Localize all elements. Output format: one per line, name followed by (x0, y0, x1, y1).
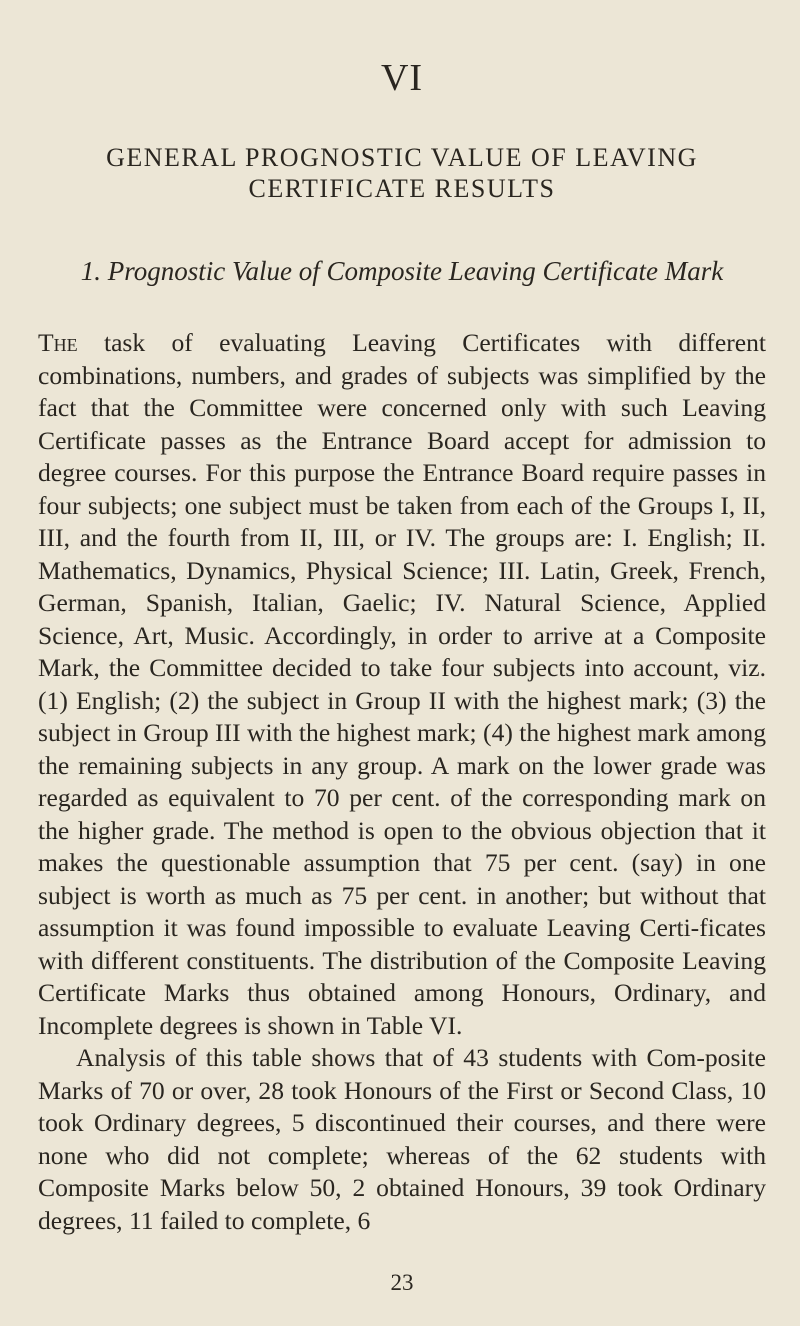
section-heading: 1. Prognostic Value of Composite Leaving Certificate Mark (80, 256, 724, 286)
paragraph-1-text: task of evaluating Leaving Certificates with different combinations, numbers, and grades of subjects was simplified by the fact that the Committee were concerned only with such Leaving Certificate passes as the Entrance Board accept for admission to degree courses. For this purpose the Entrance Board require passes in four subjects; one subject must be taken from each of the Groups I, II, III, and the fourth from II, III, or IV. The groups are: I. English; II. Mathematics, Dynamics, Physical Science; III. Latin, Greek, French, German, Spanish, Italian, Gaelic; IV. Natural Science, Applied Science, Art, Music. Accordingly, in order to arrive at a Composite Mark, the Committee decided to take four subjects into account, viz. (1) English; (2) the subject in Group II with the highest mark; (3) the subject in Group III with the highest mark; (4) the highest mark among the remaining subjects in any group. A mark on the lower grade was regarded as equivalent to 70 per cent. of the corresponding mark on the higher grade. The method is open to the obvious objection that it makes the questionable assumption that 75 per cent. (say) in one subject is worth as much as 75 per cent. in another; but without that assumption it was found impossible to evaluate Leaving Certi-ficates with different constituents. The distribution of the Composite Leaving Certificate Marks thus obtained among Honours, Ordinary, and Incomplete degrees is shown in Table VI. (38, 328, 766, 1040)
chapter-title-line-2: CERTIFICATE RESULTS (248, 174, 556, 203)
paragraph-1 (38, 327, 766, 1042)
document-page (38, 0, 766, 1326)
chapter-title (38, 142, 766, 204)
page-number: 23 (390, 1270, 414, 1295)
chapter-title-line-1: GENERAL PROGNOSTIC VALUE OF LEAVING (106, 143, 698, 172)
body-text (38, 327, 766, 1237)
paragraph-2: Analysis of this table shows that of 43 students with Com-posite Marks of 70 or over, 28 took Honours of the First or Second Class, 10 took Ordinary degrees, 5 discontinued their courses, and there were none who did not complete; whereas of the 62 students with Composite Marks below 50, 2 obtained Honours, 39 took Ordinary degrees, 11 failed to complete, 6 (38, 1043, 766, 1235)
paragraph-lead-word: The (38, 328, 78, 357)
chapter-number: VI (380, 57, 424, 99)
